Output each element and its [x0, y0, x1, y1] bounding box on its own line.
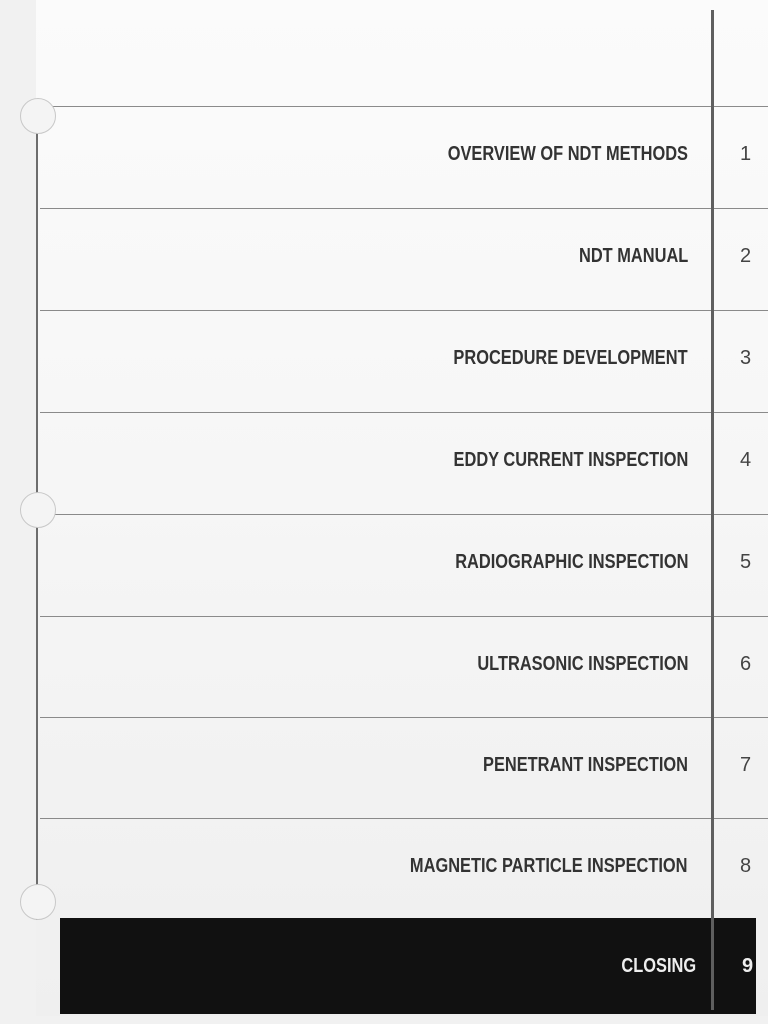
binder-hole-top — [20, 98, 56, 134]
tab-label: NDT MANUAL — [578, 245, 688, 267]
tab-label: ULTRASONIC INSPECTION — [476, 653, 688, 675]
tab-spine-line — [711, 10, 714, 1010]
binder-hole-bottom — [20, 884, 56, 920]
tab-label: EDDY CURRENT INSPECTION — [453, 449, 688, 471]
tab-label: PROCEDURE DEVELOPMENT — [453, 347, 688, 369]
tab-number: 3 — [740, 347, 752, 369]
tab-closing[interactable] — [60, 918, 756, 1014]
tab-label: RADIOGRAPHIC INSPECTION — [454, 551, 688, 573]
binder-hole-middle — [20, 492, 56, 528]
tab-number: 2 — [740, 245, 752, 267]
tab-label: OVERVIEW OF NDT METHODS — [447, 143, 688, 165]
tab-number: 7 — [740, 754, 752, 776]
tab-number: 9 — [742, 955, 754, 977]
tab-radiographic-inspection[interactable] — [40, 514, 768, 616]
tab-label: CLOSING — [621, 955, 696, 977]
tab-label: MAGNETIC PARTICLE INSPECTION — [410, 855, 688, 877]
tab-magnetic-particle-inspection[interactable] — [40, 818, 768, 920]
tab-number: 4 — [740, 449, 752, 471]
tab-penetrant-inspection[interactable] — [40, 717, 768, 819]
tab-number: 5 — [740, 551, 752, 573]
tab-eddy-current-inspection[interactable] — [40, 412, 768, 514]
tab-procedure-development[interactable] — [40, 310, 768, 412]
tab-ndt-manual[interactable] — [40, 208, 768, 310]
tab-number: 1 — [740, 143, 752, 165]
tab-overview-of-ndt-methods[interactable] — [40, 106, 768, 208]
tab-number: 6 — [740, 653, 752, 675]
tab-number: 8 — [740, 855, 752, 877]
tab-ultrasonic-inspection[interactable] — [40, 616, 768, 718]
tab-label: PENETRANT INSPECTION — [482, 754, 688, 776]
